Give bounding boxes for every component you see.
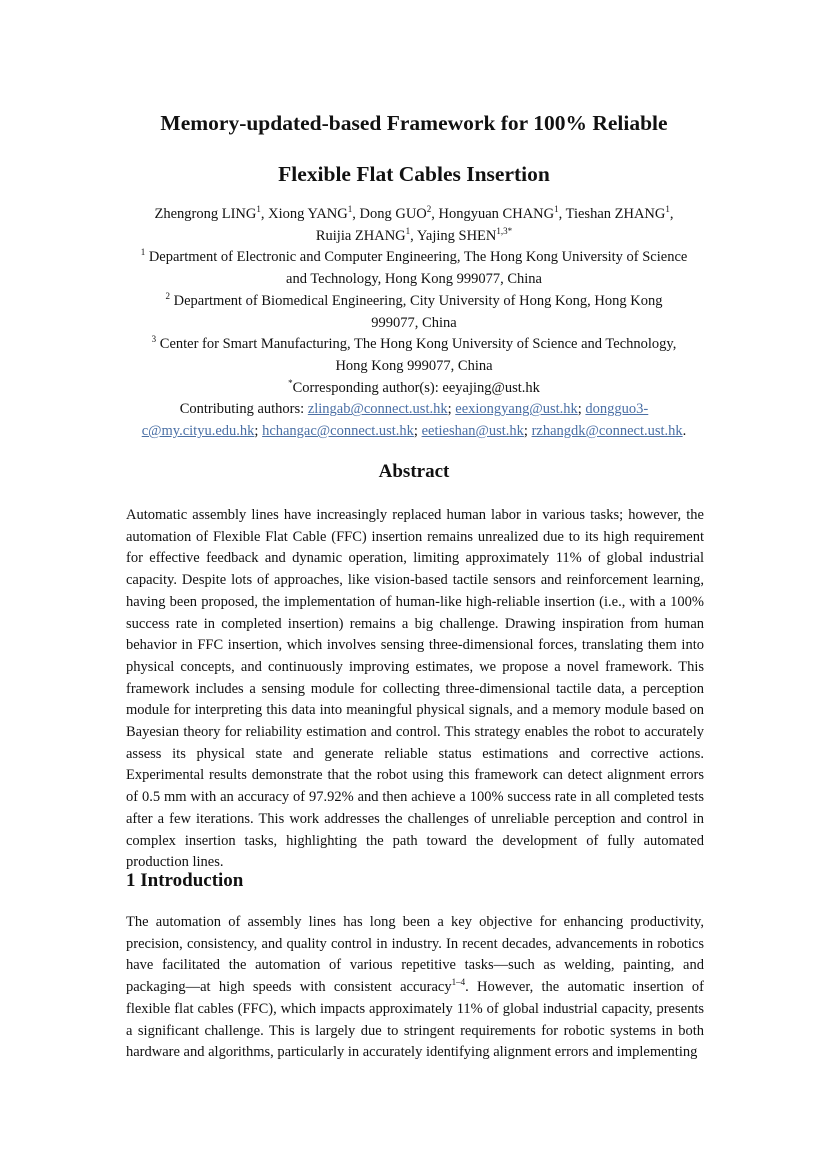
- email-link[interactable]: dongguo3-: [585, 401, 649, 418]
- email-link[interactable]: eexiongyang@ust.hk: [455, 401, 578, 418]
- author-affiliation-mark: 1: [554, 204, 559, 215]
- author-list-line-2: [112, 226, 716, 248]
- author-separator: ,: [260, 206, 269, 222]
- contributing-authors-line-2: [112, 421, 716, 443]
- author-name: Dong GUO: [359, 206, 427, 222]
- affiliation-line-continued: and Technology, Hong Kong 999077, China: [286, 271, 542, 288]
- author-separator: ,: [558, 206, 566, 222]
- citation-superscript: 1–4: [451, 977, 466, 988]
- contributing-authors-label: Contributing authors:: [179, 401, 308, 418]
- author-separator: ,: [669, 206, 674, 222]
- affiliation-line-continued: 999077, China: [371, 314, 457, 331]
- email-separator: ;: [577, 401, 586, 418]
- author-separator: ,: [410, 227, 417, 244]
- affiliation-text: Department of Biomedical Engineering, City University of Hong Kong, Hong Kong: [173, 292, 663, 309]
- email-separator: ;: [413, 423, 422, 440]
- introduction-text-part-2: . However, the automatic insertion of flexible flat cables (FFC), which impacts approximately 11% of global industrial capacity, presents a significant challenge. This is largely due to stringent requirements for robotic systems in both hardware and algorithms, particularly in accurately identifying alignment errors and implementing: [126, 979, 704, 1061]
- author-affiliation-mark: 1,3*: [496, 225, 513, 236]
- email-separator: ;: [447, 401, 456, 418]
- author-affiliation-mark: 2: [426, 204, 432, 215]
- affiliation-line: [112, 247, 716, 269]
- author-name: Hongyuan CHANG: [438, 206, 555, 222]
- email-link[interactable]: zlingab@connect.ust.hk: [307, 401, 448, 418]
- affiliation-list: [112, 247, 716, 377]
- affiliation-text: Center for Smart Manufacturing, The Hong Kong University of Science and Technology,: [159, 336, 677, 353]
- author-name: Xiong YANG: [268, 206, 348, 222]
- affiliation-number: 1: [140, 247, 146, 258]
- corresponding-author-text: Corresponding author(s): eeyajing@ust.hk: [292, 379, 540, 396]
- affiliation-text: Department of Electronic and Computer Engineering, The Hong Kong University of Science: [148, 249, 688, 266]
- affiliation-line: [112, 291, 716, 313]
- introduction-text-part-1: The automation of assembly lines has long been a key objective for enhancing productivity, precision, consistency, and quality control in industry. In recent decades, advancements in robotics have facilitated the automation of various repetitive tasks—such as welding, painting, and packaging—at high speeds with consistent accuracy: [126, 914, 704, 996]
- paper-title-line-1: Memory-updated-based Framework for 100% Reliable: [160, 111, 668, 135]
- abstract-body: Automatic assembly lines have increasingly replaced human labor in various tasks; however, the automation of Flexible Flat Cable (FFC) insertion remains unrealized due to its high requirement for effective feedback and dynamic operation, limiting approximately 11% of global industrial capacity. Despite lots of approaches, like vision-based tactile sensors and reinforcement learning, having been proposed, the implementation of human-like high-reliable insertion (i.e., with a 100% success rate in completed insertion) remains a big challenge. Drawing inspiration from human behavior in FFC insertion, which involves sensing three-dimensional forces, translating them into physical concepts, and continuously improving estimates, we propose a novel framework. This framework includes a sensing module for collecting three-dimensional tactile data, a perception module for interpreting this data into meaningful physical signals, and a memory module based on Bayesian theory for reliability estimation and control. This strategy enables the robot to accurately assess its physical state and generate reliable status estimations and corrective actions. Experimental results demonstrate that the robot using this framework can detect alignment errors of 0.5 mm with an accuracy of 97.92% and then achieve a 100% success rate in all completed tests after a few iterations. This work addresses the challenges of unreliable perception and control in complex insertion tasks, highlighting the path toward the development of fully automated production lines.: [126, 507, 704, 871]
- author-name: Tieshan ZHANG: [565, 206, 666, 222]
- affiliation-number: 3: [151, 334, 157, 345]
- author-name: Ruijia ZHANG: [315, 227, 406, 244]
- email-separator: ;: [254, 423, 263, 440]
- email-separator: .: [682, 423, 687, 440]
- corresponding-mark: *: [288, 377, 293, 388]
- email-link[interactable]: rzhangdk@connect.ust.hk: [531, 423, 683, 440]
- corresponding-author: [112, 378, 716, 400]
- author-affiliation-mark: 1: [665, 204, 670, 215]
- front-matter: [112, 204, 716, 443]
- abstract-heading: Abstract: [378, 461, 450, 482]
- email-link[interactable]: hchangac@connect.ust.hk: [262, 423, 414, 440]
- paper-title-line-2: Flexible Flat Cables Insertion: [278, 162, 550, 186]
- email-link[interactable]: eetieshan@ust.hk: [421, 423, 524, 440]
- author-list-line-1: [112, 204, 716, 226]
- author-name: Yajing SHEN: [416, 227, 497, 244]
- introduction-heading: 1 Introduction: [126, 870, 244, 891]
- author-affiliation-mark: 1: [256, 204, 261, 215]
- email-separator: ;: [523, 423, 532, 440]
- author-affiliation-mark: 1: [405, 225, 411, 236]
- introduction-body: [126, 912, 704, 1064]
- email-link[interactable]: c@my.cityu.edu.hk: [141, 423, 255, 440]
- affiliation-line-continued: Hong Kong 999077, China: [335, 357, 493, 374]
- affiliation-line: [112, 334, 716, 356]
- affiliation-number: 2: [165, 290, 170, 301]
- author-separator: ,: [431, 206, 439, 222]
- author-affiliation-mark: 1: [347, 204, 353, 215]
- contributing-authors-line-1: [112, 399, 716, 421]
- author-name: Zhengrong LING: [154, 206, 257, 222]
- author-separator: ,: [352, 206, 360, 222]
